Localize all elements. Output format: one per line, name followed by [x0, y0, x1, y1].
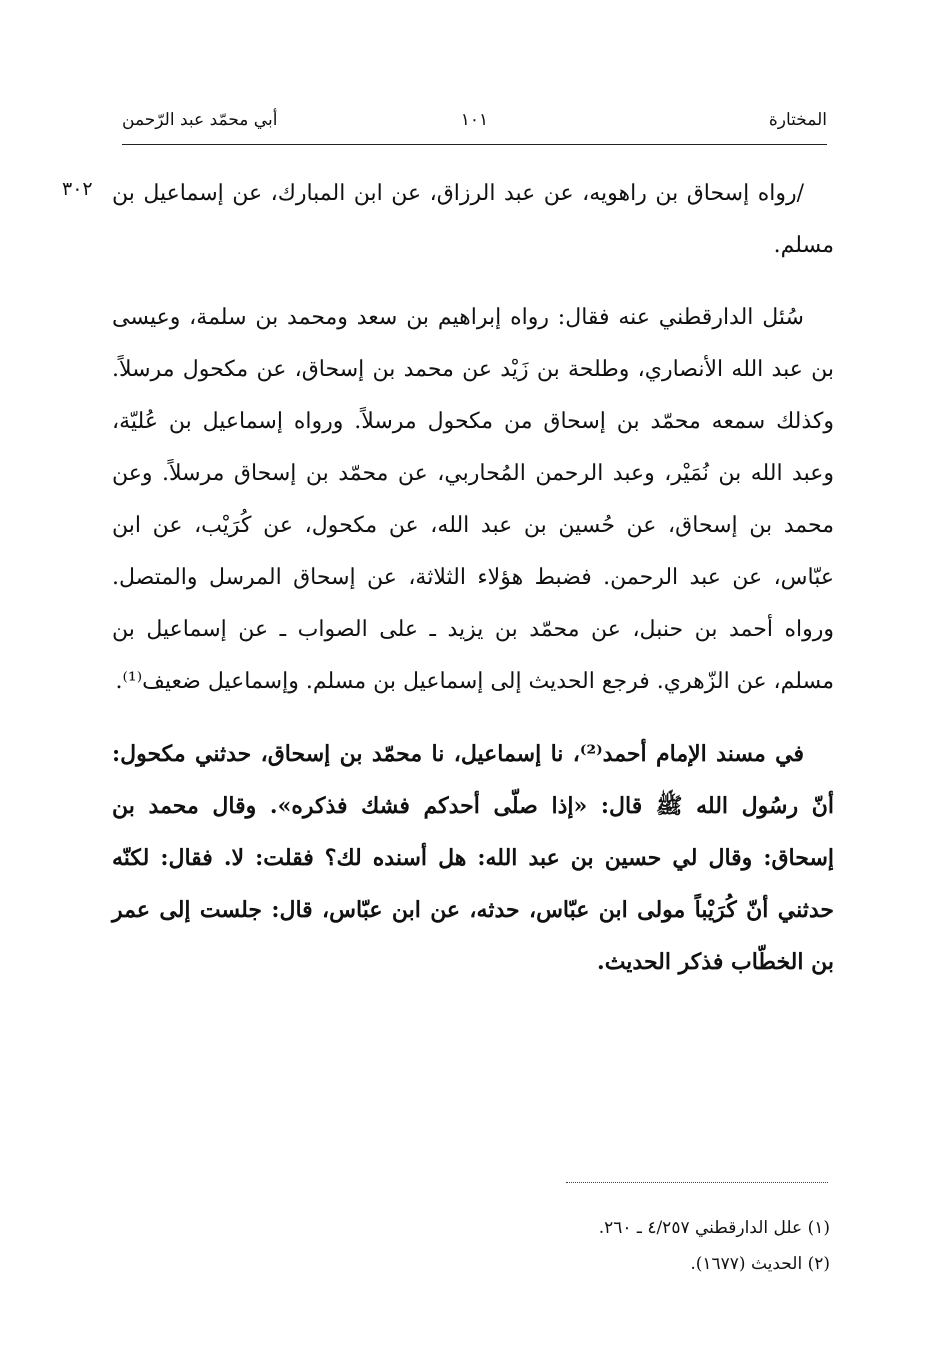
- page-number: ١٠١: [460, 110, 489, 130]
- paragraph-1: /رواه إسحاق بن راهويه، عن عبد الرزاق، عن ابن المبارك، عن إسماعيل بن مسلم.: [112, 181, 834, 258]
- book-title: المختارة: [768, 110, 827, 130]
- paragraph-3: في مسند الإمام أحمد⁽²⁾، نا إسماعيل، نا محمّد بن إسحاق، حدثني مكحول: أنّ رسُول الله ﷺ قال: «إذا صلّى أحدكم فشك فذكره». وقال محمد بن إسحاق: وقال لي حسين بن عبد الله: هل أسنده لك؟ فقلت: لا. فقال: لكنّه حدثني أنّ كُرَيْباً مولى ابن عبّاس، حدثه، عن ابن عبّاس، قال: جلست إلى عمر بن الخطّاب فذكر الحديث.: [112, 741, 834, 975]
- footnotes: [340, 1210, 830, 1282]
- paragraph-2: سُئل الدارقطني عنه فقال: رواه إبراهيم بن سعد ومحمد بن سلمة، وعيسى بن عبد الله الأنصاري، وطلحة بن زَيْد عن محمد بن إسحاق، عن مكحول مرسلاً. وكذلك سمعه محمّد بن إسحاق من مكحول مرسلاً. ورواه إسماعيل بن عُليّة، وعبد الله بن نُمَيْر، وعبد الرحمن المُحاربي، عن محمّد بن إسحاق مرسلاً. وعن محمد بن إسحاق، عن حُسين بن عبد الله، عن مكحول، عن كُرَيْب، عن ابن عبّاس، عن عبد الرحمن. فضبط هؤلاء الثلاثة، عن إسحاق المرسل والمتصل. ورواه أحمد بن حنبل، عن محمّد بن يزيد ـ على الصواب ـ عن إسماعيل بن مسلم، عن الزّهري. فرجع الحديث إلى إسماعيل بن مسلم. وإسماعيل ضعيف⁽¹⁾.: [112, 305, 834, 694]
- footnote-separator: [566, 1182, 828, 1183]
- running-header: [122, 100, 827, 145]
- margin-reference-number: ٣٠٢: [62, 178, 93, 200]
- section-title: أبي محمّد عبد الرّحمن: [122, 110, 278, 130]
- main-text: [112, 168, 834, 988]
- footnote-1: (١) علل الدارقطني ٤/٢٥٧ ـ ٢٦٠.: [598, 1218, 830, 1238]
- footnote-2: (٢) الحديث (١٦٧٧).: [690, 1254, 830, 1274]
